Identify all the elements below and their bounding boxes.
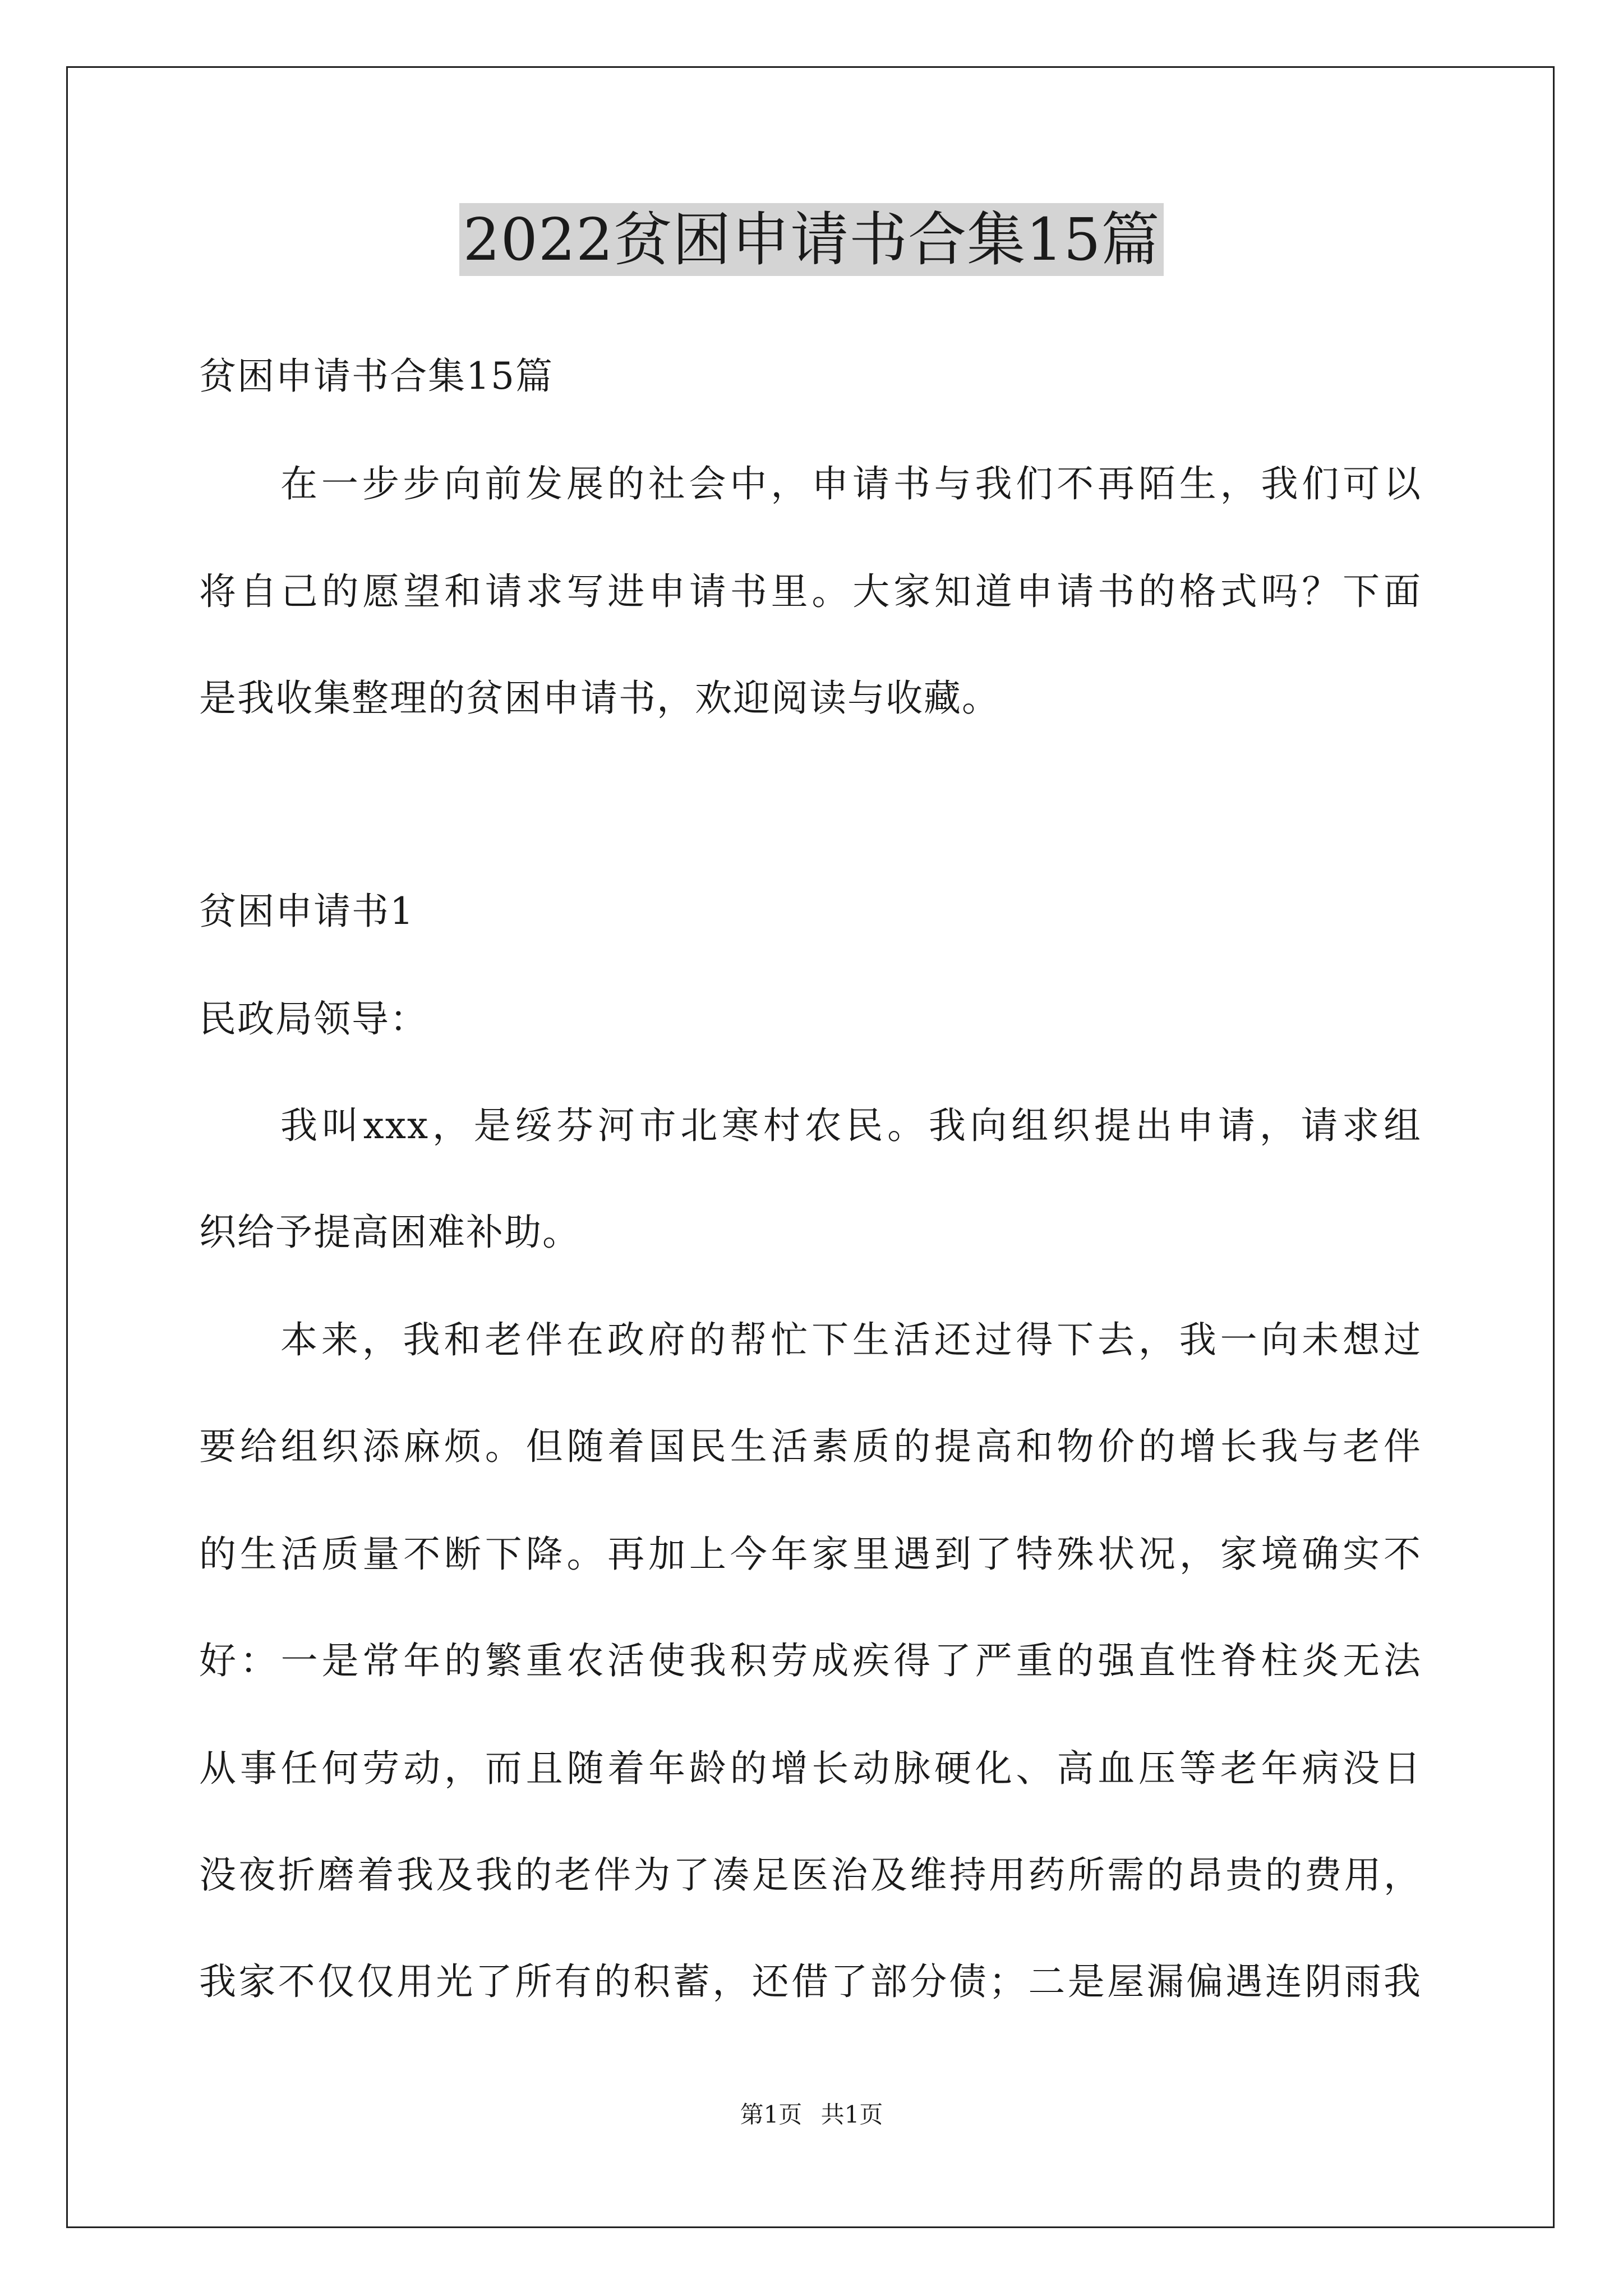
paragraph-line: 我叫xxx，是绥芬河市北寒村农民。我向组织提出申请，请求组 [280,1104,1422,1147]
paragraph-line: 织给予提高困难补助。 [199,1211,580,1254]
page-number: 第1页 [740,2101,803,2128]
page-total: 共1页 [820,2101,883,2128]
intro-line: 是我收集整理的贫困申请书，欢迎阅读与收藏。 [199,677,1000,720]
paragraph-line: 的生活质量不断下降。再加上今年家里遇到了特殊状况，家境确实不 [199,1533,1422,1576]
intro-line: 在一步步向前发展的社会中，申请书与我们不再陌生，我们可以 [280,462,1422,505]
paragraph-line: 好：一是常年的繁重农活使我积劳成疾得了严重的强直性脊柱炎无法 [199,1639,1422,1682]
paragraph-line: 没夜折磨着我及我的老伴为了凑足医治及维持用药所需的昂贵的费用， [199,1853,1422,1897]
paragraph-line: 要给组织添麻烦。但随着国民生活素质的提高和物价的增长我与老伴 [199,1425,1422,1468]
intro-line: 将自己的愿望和请求写进申请书里。大家知道申请书的格式吗？下面 [199,570,1422,613]
page-footer [0,2099,1623,2131]
title-container [0,203,1623,276]
salutation: 民政局领导： [199,997,428,1041]
document-title: 2022贫困申请书合集15篇 [459,203,1163,276]
section-heading: 贫困申请书1 [199,890,414,933]
paragraph-line: 我家不仅仅用光了所有的积蓄，还借了部分债；二是屋漏偏遇连阴雨我 [199,1960,1422,2003]
subtitle: 贫困申请书合集15篇 [199,355,554,398]
paragraph-line: 从事任何劳动，而且随着年龄的增长动脉硬化、高血压等老年病没日 [199,1747,1422,1790]
paragraph-line: 本来，我和老伴在政府的帮忙下生活还过得下去，我一向未想过 [280,1318,1422,1361]
